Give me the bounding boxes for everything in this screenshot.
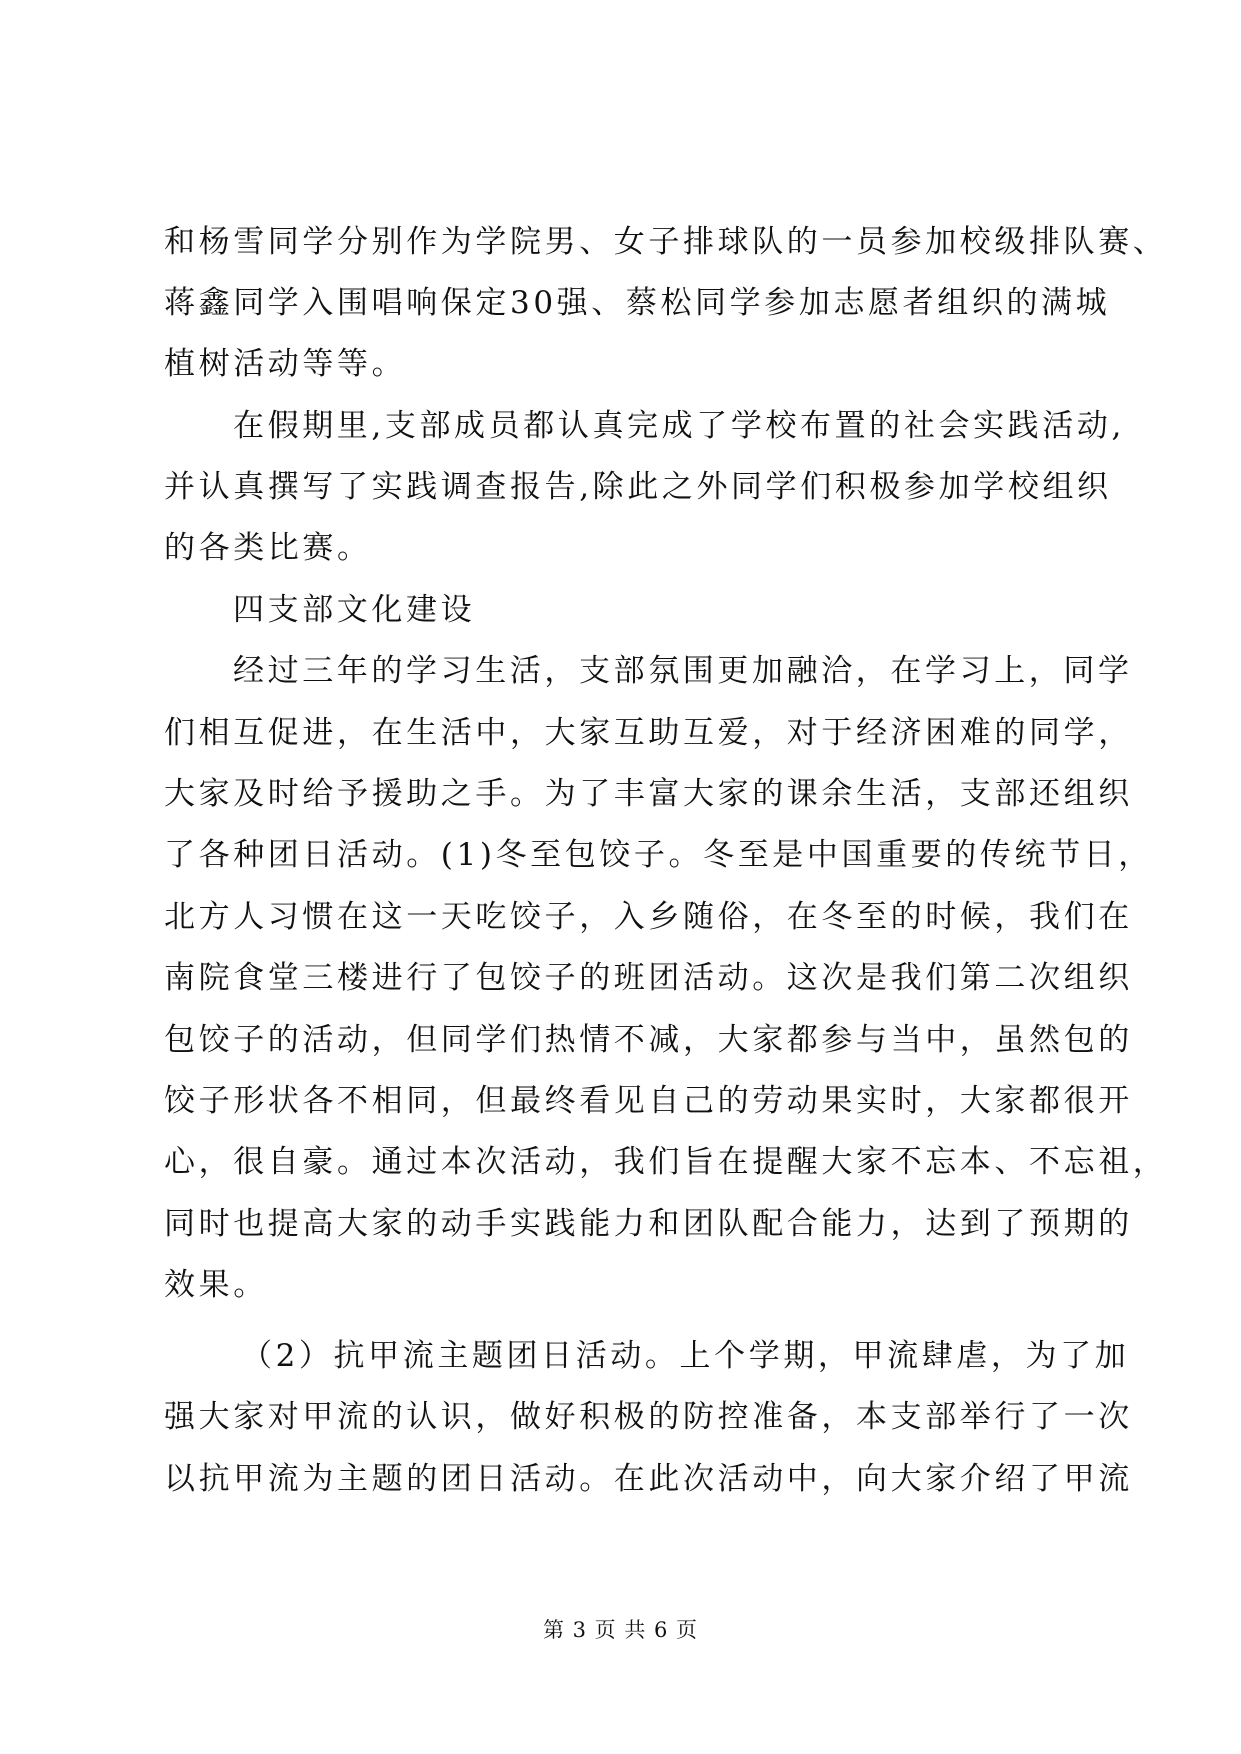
- text-line: 效果。: [164, 1267, 268, 1303]
- text-line: 强大家对甲流的认识，做好积极的防控准备，本支部举行了一次: [164, 1399, 1133, 1435]
- text-line: 饺子形状各不相同，但最终看见自己的劳动果实时，大家都很开: [164, 1083, 1133, 1119]
- text-line: 经过三年的学习生活，支部氛围更加融洽，在学习上，同学: [233, 653, 1133, 689]
- text-line: 心，很自豪。通过本次活动，我们旨在提醒大家不忘本、不忘祖，: [164, 1144, 1168, 1180]
- text-line: 南院食堂三楼进行了包饺子的班团活动。这次是我们第二次组织: [164, 960, 1133, 996]
- text-line: 们相互促进，在生活中，大家互助互爱，对于经济困难的同学，: [164, 715, 1133, 751]
- text-line: 同时也提高大家的动手实践能力和团队配合能力，达到了预期的: [164, 1206, 1133, 1242]
- text-line: 植树活动等等。: [164, 346, 407, 382]
- page-footer: 第 3 页 共 6 页: [542, 1618, 699, 1642]
- text-line: （2）抗甲流主题团日活动。上个学期，甲流肆虐，为了加: [241, 1338, 1130, 1374]
- text-line: 大家及时给予援助之手。为了丰富大家的课余生活，支部还组织: [164, 776, 1133, 812]
- text-line: 北方人习惯在这一天吃饺子，入乡随俗，在冬至的时候，我们在: [164, 899, 1133, 935]
- text-line: 包饺子的活动，但同学们热情不减，大家都参与当中，虽然包的: [164, 1022, 1133, 1058]
- section-heading: 四支部文化建设: [233, 592, 476, 628]
- text-line: 蒋鑫同学入围唱响保定30强、蔡松同学参加志愿者组织的满城: [164, 285, 1111, 321]
- text-line: 并认真撰写了实践调查报告,除此之外同学们积极参加学校组织: [164, 469, 1112, 505]
- text-line: 了各种团日活动。(1)冬至包饺子。冬至是中国重要的传统节日，: [164, 837, 1153, 873]
- text-line: 在假期里,支部成员都认真完成了学校布置的社会实践活动,: [233, 408, 1125, 444]
- text-line: 和杨雪同学分别作为学院男、女子排球队的一员参加校级排队赛、: [164, 224, 1168, 260]
- text-line: 以抗甲流为主题的团日活动。在此次活动中，向大家介绍了甲流: [164, 1461, 1133, 1497]
- text-line: 的各类比赛。: [164, 530, 372, 566]
